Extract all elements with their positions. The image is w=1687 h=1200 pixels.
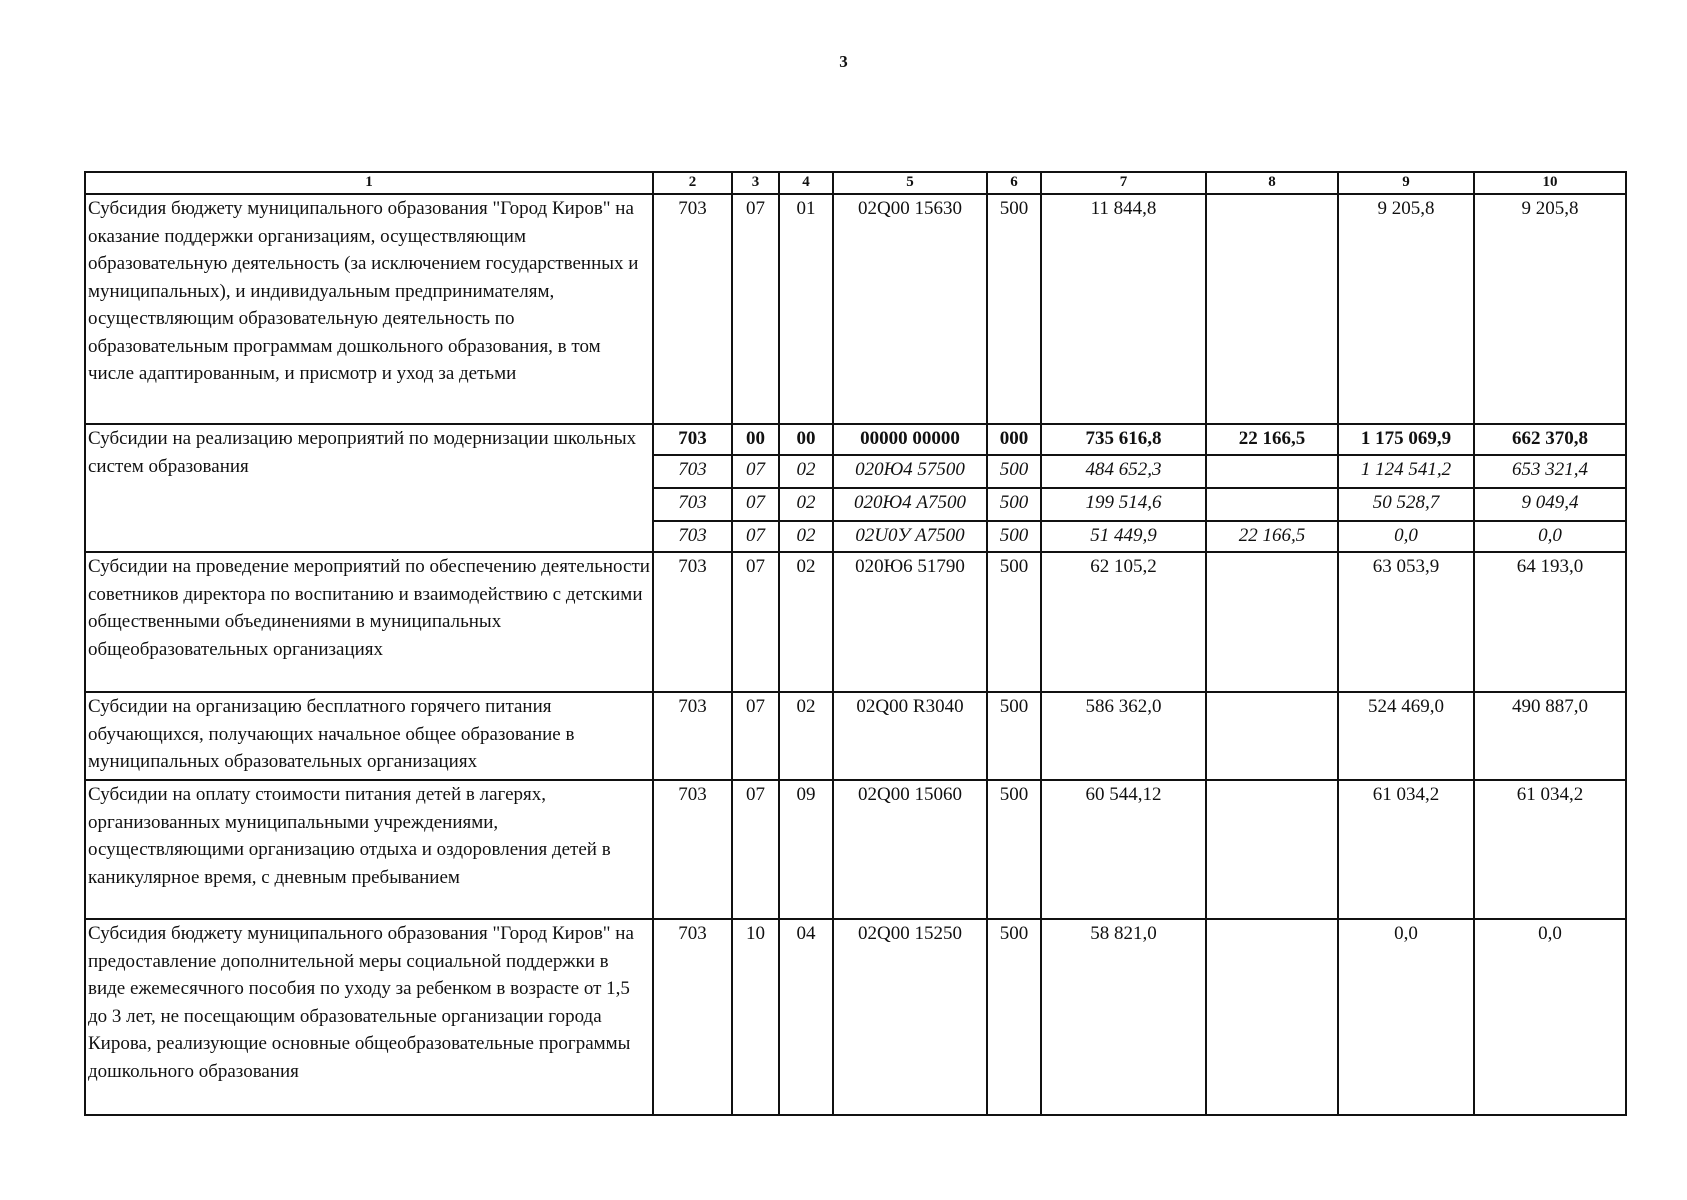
header-cell: 2 (653, 172, 732, 194)
table-row (85, 780, 1626, 919)
header-cell: 3 (732, 172, 779, 194)
table-cell: 02U0У А7500 (833, 521, 987, 552)
table-cell: 500 (987, 488, 1041, 521)
table-cell: 484 652,3 (1041, 455, 1206, 488)
table-cell (1206, 780, 1338, 919)
header-cell: 9 (1338, 172, 1474, 194)
row-description: Субсидия бюджету муниципального образования "Город Киров" на предоставление дополнительной меры социальной поддержки в виде ежемесячного пособия по уходу за ребенком в возрасте от 1,5 до 3 лет, не посещающим образовательные организации города Кирова, реализующие основные общеобразовательные программы дошкольного образования (85, 919, 653, 1115)
table-cell: 10 (732, 919, 779, 1115)
table-cell: 000 (987, 424, 1041, 455)
table-cell: 0,0 (1474, 521, 1626, 552)
table-cell (1206, 455, 1338, 488)
row-description: Субсидия бюджету муниципального образования "Город Киров" на оказание поддержки организациям, осуществляющим образовательную деятельность (за исключением государственных и муниципальных), и индивидуальным предпринимателям, осуществляющим образовательную деятельность по образовательным программам дошкольного образования, в том числе адаптированным, и присмотр и уход за детьми (85, 194, 653, 424)
header-cell: 8 (1206, 172, 1338, 194)
table-cell: 61 034,2 (1338, 780, 1474, 919)
table-cell: 9 205,8 (1338, 194, 1474, 424)
table-cell: 01 (779, 194, 833, 424)
table-cell: 586 362,0 (1041, 692, 1206, 780)
table-cell: 1 175 069,9 (1338, 424, 1474, 455)
table-cell: 02 (779, 488, 833, 521)
table-cell: 500 (987, 919, 1041, 1115)
table-cell: 64 193,0 (1474, 552, 1626, 692)
header-cell: 4 (779, 172, 833, 194)
table-cell: 020Ю6 51790 (833, 552, 987, 692)
table-cell: 07 (732, 692, 779, 780)
table-cell: 653 321,4 (1474, 455, 1626, 488)
table-cell: 60 544,12 (1041, 780, 1206, 919)
table-cell: 703 (653, 194, 732, 424)
table-cell: 51 449,9 (1041, 521, 1206, 552)
table-cell: 703 (653, 552, 732, 692)
table-cell: 703 (653, 692, 732, 780)
table-cell: 500 (987, 455, 1041, 488)
table-cell: 735 616,8 (1041, 424, 1206, 455)
table-cell: 0,0 (1338, 521, 1474, 552)
table-cell: 11 844,8 (1041, 194, 1206, 424)
header-cell: 10 (1474, 172, 1626, 194)
table-cell: 703 (653, 455, 732, 488)
header-row (85, 172, 1626, 194)
header-cell: 6 (987, 172, 1041, 194)
table-cell: 500 (987, 552, 1041, 692)
row-description: Субсидии на оплату стоимости питания детей в лагерях, организованных муниципальными учреждениями, осуществляющими организацию отдыха и оздоровления детей в каникулярное время, с дневным пребыванием (85, 780, 653, 919)
row-description: Субсидии на проведение мероприятий по обеспечению деятельности советников директора по воспитанию и взаимодействию с детскими общественными объединениями в муниципальных общеобразовательных организациях (85, 552, 653, 692)
table-row (85, 692, 1626, 780)
table-cell: 22 166,5 (1206, 521, 1338, 552)
table-cell: 07 (732, 521, 779, 552)
table-cell: 02 (779, 455, 833, 488)
table-cell: 703 (653, 424, 732, 455)
table-cell: 020Ю4 57500 (833, 455, 987, 488)
page-number: 3 (839, 52, 848, 71)
table-cell: 9 049,4 (1474, 488, 1626, 521)
table-cell: 02Q00 15630 (833, 194, 987, 424)
table-cell: 02Q00 15250 (833, 919, 987, 1115)
row-description: Субсидии на организацию бесплатного горячего питания обучающихся, получающих начальное общее образование в муниципальных образовательных организациях (85, 692, 653, 780)
table-row (85, 424, 1626, 455)
table-cell: 02Q00 15060 (833, 780, 987, 919)
table-cell: 00000 00000 (833, 424, 987, 455)
table-cell: 61 034,2 (1474, 780, 1626, 919)
table-cell: 07 (732, 780, 779, 919)
table-cell (1206, 552, 1338, 692)
table-cell: 500 (987, 194, 1041, 424)
table-cell: 22 166,5 (1206, 424, 1338, 455)
table-cell: 0,0 (1338, 919, 1474, 1115)
table-cell (1206, 488, 1338, 521)
table-cell: 500 (987, 521, 1041, 552)
header-cell: 1 (85, 172, 653, 194)
table-row (85, 552, 1626, 692)
table-cell: 02Q00 R3040 (833, 692, 987, 780)
table-cell: 63 053,9 (1338, 552, 1474, 692)
table-cell: 07 (732, 194, 779, 424)
table-cell (1206, 919, 1338, 1115)
table-cell: 58 821,0 (1041, 919, 1206, 1115)
table-cell: 02 (779, 521, 833, 552)
header-cell: 5 (833, 172, 987, 194)
table-cell: 02 (779, 692, 833, 780)
table-cell: 703 (653, 488, 732, 521)
budget-table (84, 171, 1627, 1116)
header-cell: 7 (1041, 172, 1206, 194)
table-cell: 020Ю4 А7500 (833, 488, 987, 521)
table-cell: 662 370,8 (1474, 424, 1626, 455)
table-cell: 490 887,0 (1474, 692, 1626, 780)
table-cell: 04 (779, 919, 833, 1115)
table-cell: 703 (653, 919, 732, 1115)
table-cell: 50 528,7 (1338, 488, 1474, 521)
table-cell: 09 (779, 780, 833, 919)
table-cell: 500 (987, 780, 1041, 919)
table-cell: 703 (653, 521, 732, 552)
table-cell (1206, 194, 1338, 424)
table-cell (1206, 692, 1338, 780)
row-description: Субсидии на реализацию мероприятий по модернизации школьных систем образования (85, 424, 653, 552)
table-cell: 02 (779, 552, 833, 692)
table-cell: 0,0 (1474, 919, 1626, 1115)
table-cell: 07 (732, 455, 779, 488)
table-cell: 07 (732, 552, 779, 692)
table-cell: 500 (987, 692, 1041, 780)
table-cell: 9 205,8 (1474, 194, 1626, 424)
table-cell: 703 (653, 780, 732, 919)
table-cell: 00 (779, 424, 833, 455)
table-cell: 00 (732, 424, 779, 455)
table-cell: 1 124 541,2 (1338, 455, 1474, 488)
table-cell: 07 (732, 488, 779, 521)
table-row (85, 194, 1626, 424)
table-cell: 524 469,0 (1338, 692, 1474, 780)
table-cell: 62 105,2 (1041, 552, 1206, 692)
table-row (85, 919, 1626, 1115)
table-cell: 199 514,6 (1041, 488, 1206, 521)
